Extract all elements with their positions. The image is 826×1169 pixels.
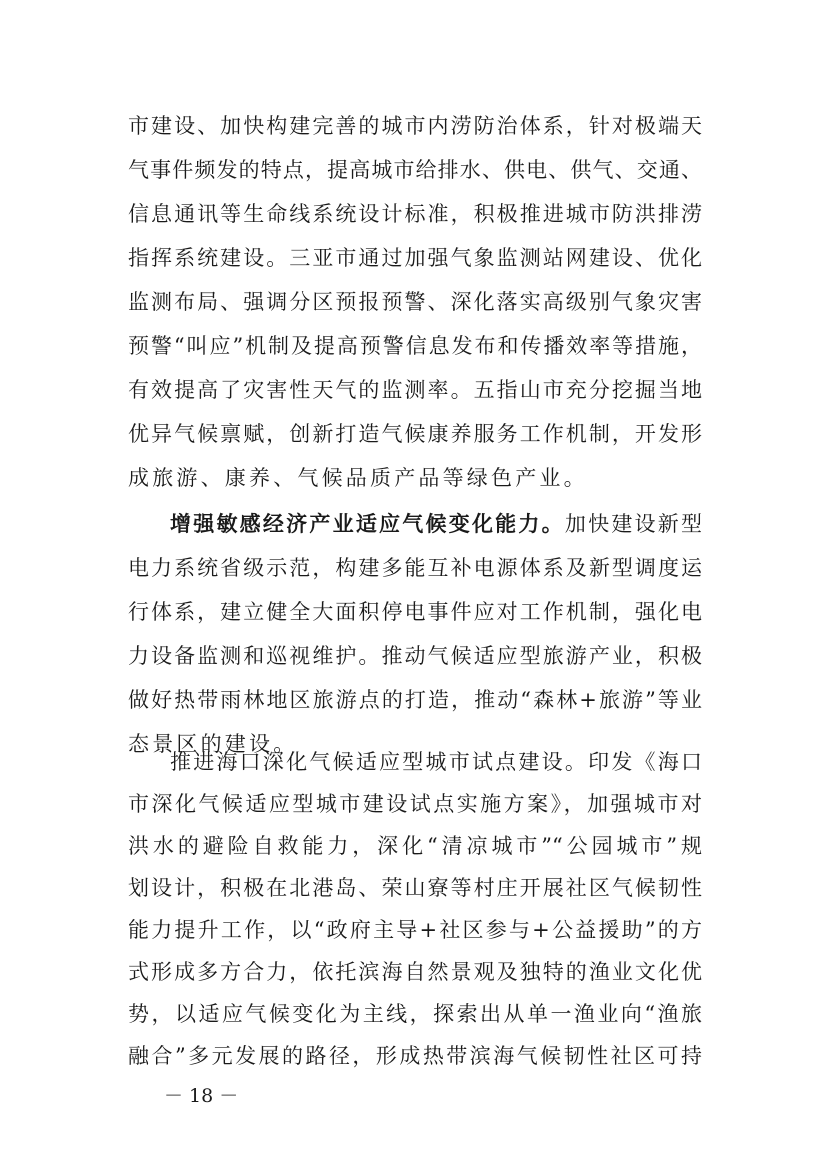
paragraph-2-first-line-rest: 加快建设新型 <box>564 512 703 536</box>
paragraph-2-line-5: 做好热带雨林地区旅游点的打造，推动“森林+旅游”等业 <box>128 688 702 712</box>
paragraph-3-line-6: 式形成多方合力，依托滨海自然景观及独特的渔业文化优 <box>128 960 702 984</box>
paragraph-3-line-7: 势，以适应气候变化为主线，探索出从单一渔业向“渔旅 <box>128 1002 702 1026</box>
paragraph-2-line-2: 电力系统省级示范，构建多能互补电源体系及新型调度运 <box>128 556 702 580</box>
paragraph-2-heading: 增强敏感经济产业适应气候变化能力。 <box>170 511 565 536</box>
paragraph-3-line-8: 融合”多元发展的路径，形成热带滨海气候韧性社区可持 <box>128 1044 702 1068</box>
paragraph-1-line-2: 气事件频发的特点，提高城市给排水、供电、供气、交通、 <box>128 158 702 182</box>
page-number: － 18 － <box>164 1085 239 1107</box>
paragraph-3-first-line: 推进海口深化气候适应型城市试点建设。印发《海口 <box>170 750 702 774</box>
paragraph-3-line-3: 洪水的避险自救能力，深化“清凉城市”“公园城市”规 <box>128 834 702 858</box>
paragraph-1-line-8: 优异气候禀赋，创新打造气候康养服务工作机制，开发形 <box>128 422 702 446</box>
paragraph-1-line-3: 信息通讯等生命线系统设计标准，积极推进城市防洪排涝 <box>128 202 702 226</box>
paragraph-2-first-line <box>170 504 702 544</box>
paragraph-3-line-5: 能力提升工作，以“政府主导+社区参与+公益援助”的方 <box>128 918 702 942</box>
paragraph-3-line-2: 市深化气候适应型城市建设试点实施方案》，加强城市对 <box>128 792 702 816</box>
paragraph-2-line-6: 态景区的建设。 <box>128 732 298 756</box>
paragraph-1-line-6: 预警“叫应”机制及提高预警信息发布和传播效率等措施， <box>128 334 702 358</box>
paragraph-2-line-3: 行体系，建立健全大面积停电事件应对工作机制，强化电 <box>128 600 702 624</box>
paragraph-1-line-4: 指挥系统建设。三亚市通过加强气象监测站网建设、优化 <box>128 246 702 270</box>
paragraph-2-line-4: 力设备监测和巡视维护。推动气候适应型旅游产业，积极 <box>128 644 702 668</box>
paragraph-1-line-7: 有效提高了灾害性天气的监测率。五指山市充分挖掘当地 <box>128 378 702 402</box>
paragraph-3-line-4: 划设计，积极在北港岛、荣山寮等村庄开展社区气候韧性 <box>128 876 702 900</box>
paragraph-1-line-9: 成旅游、康养、气候品质产品等绿色产业。 <box>128 466 588 490</box>
paragraph-1-line-1: 市建设、加快构建完善的城市内涝防治体系，针对极端天 <box>128 114 702 138</box>
paragraph-1-line-5: 监测布局、强调分区预报预警、深化落实高级别气象灾害 <box>128 290 702 314</box>
